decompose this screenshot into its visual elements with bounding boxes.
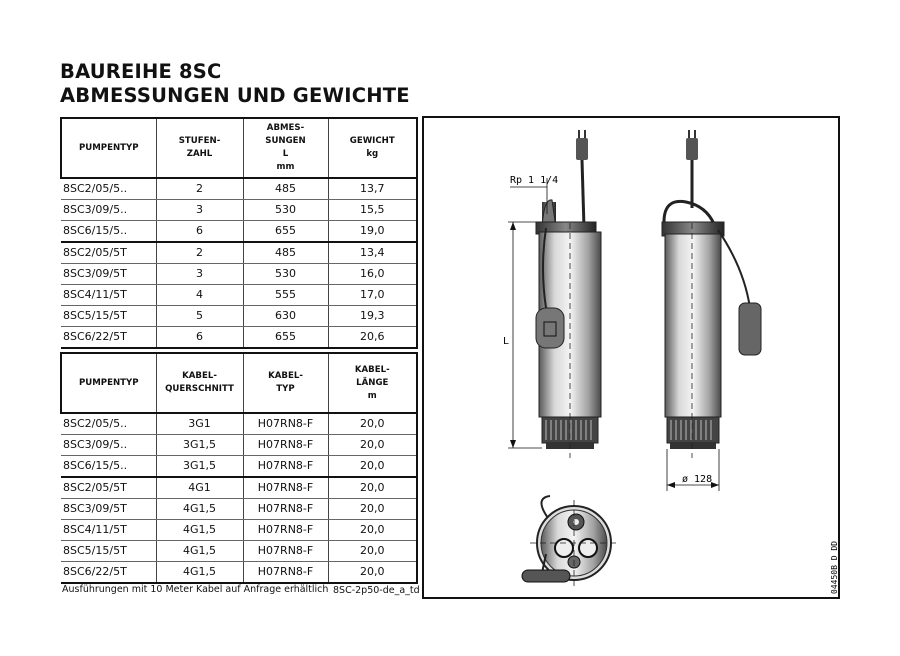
- pump-top-view: [522, 496, 618, 588]
- table-cell: 4G1,5: [156, 499, 243, 520]
- document-reference: 8SC-2p50-de_a_td: [333, 585, 420, 596]
- table-row: [61, 178, 417, 200]
- table-cell: 13,4: [328, 242, 417, 264]
- column-header-text: STUFEN-: [178, 136, 221, 146]
- table-row: [61, 285, 417, 306]
- table-cell: 3G1,5: [156, 456, 243, 478]
- table-cell: H07RN8-F: [243, 456, 328, 478]
- table-row: [61, 435, 417, 456]
- table-cell: 485: [243, 242, 328, 264]
- table-cell: 3: [156, 200, 243, 221]
- column-header-text: PUMPENTYP: [78, 142, 139, 153]
- table-row: [61, 413, 417, 435]
- table-cell: 2: [156, 242, 243, 264]
- table-cell: 15,5: [328, 200, 417, 221]
- table-row: [61, 327, 417, 349]
- pump-type-cell: 8SC6/15/5..: [61, 456, 156, 478]
- table-cell: 20,0: [328, 562, 417, 584]
- table-header-row: [61, 353, 417, 413]
- column-header: [243, 353, 328, 413]
- pump-side-view: [662, 130, 761, 458]
- table-cell: 4: [156, 285, 243, 306]
- plug-icon: [686, 138, 698, 160]
- page-title-series: BAUREIHE 8SC: [60, 60, 222, 83]
- drawing-code: 04450B_D_DD: [830, 541, 839, 594]
- column-header-text: KABEL-: [268, 371, 303, 381]
- table-cell: H07RN8-F: [243, 520, 328, 541]
- table-cell: 4G1: [156, 477, 243, 499]
- table-cell: 17,0: [328, 285, 417, 306]
- column-header-text: KABEL-: [354, 364, 390, 375]
- pump-type-cell: 8SC4/11/5T: [61, 285, 156, 306]
- table-cell: 4G1,5: [156, 562, 243, 584]
- pump-type-cell: 8SC4/11/5T: [61, 520, 156, 541]
- table-cell: 3: [156, 264, 243, 285]
- table-cell: 655: [243, 327, 328, 349]
- column-header-text: LÄNGE: [356, 377, 389, 388]
- table-cell: 655: [243, 221, 328, 243]
- dimensions-weights-table: [60, 117, 418, 349]
- table-cell: H07RN8-F: [243, 413, 328, 435]
- pump-type-cell: 8SC2/05/5T: [61, 477, 156, 499]
- pump-type-cell: 8SC3/09/5T: [61, 499, 156, 520]
- table-cell: 19,3: [328, 306, 417, 327]
- table-row: [61, 242, 417, 264]
- pump-type-cell: 8SC3/09/5..: [61, 435, 156, 456]
- pump-type-cell: 8SC6/22/5T: [61, 562, 156, 584]
- plug-icon: [576, 138, 588, 160]
- pump-type-cell: 8SC2/05/5..: [61, 178, 156, 200]
- column-header-text: kg: [366, 149, 379, 159]
- pump-type-cell: 8SC3/09/5..: [61, 200, 156, 221]
- column-header-text: ZAHL: [186, 149, 213, 159]
- table-cell: 4G1,5: [156, 541, 243, 562]
- pump-type-cell: 8SC5/15/5T: [61, 306, 156, 327]
- column-header-text: L: [282, 149, 289, 159]
- column-header-text: SUNGEN: [265, 136, 306, 146]
- pump-type-cell: 8SC6/22/5T: [61, 327, 156, 349]
- length-label: L: [503, 336, 510, 347]
- table-row: [61, 221, 417, 243]
- column-header: [156, 353, 243, 413]
- table-cell: 630: [243, 306, 328, 327]
- column-header-text: QUERSCHNITT: [165, 384, 234, 394]
- table-row: [61, 477, 417, 499]
- column-header-text: mm: [276, 162, 295, 172]
- diameter-dimension: [667, 449, 719, 491]
- table-row: [61, 520, 417, 541]
- table-cell: 6: [156, 221, 243, 243]
- column-header-text: TYP: [276, 384, 295, 394]
- column-header: [328, 353, 417, 413]
- pump-type-cell: 8SC5/15/5T: [61, 541, 156, 562]
- pump-type-cell: 8SC2/05/5..: [61, 413, 156, 435]
- column-header: [328, 118, 417, 178]
- pump-type-cell: 8SC3/09/5T: [61, 264, 156, 285]
- table-cell: 20,0: [328, 541, 417, 562]
- table-row: [61, 499, 417, 520]
- table-cell: 16,0: [328, 264, 417, 285]
- table-header-row: [61, 118, 417, 178]
- column-header-text: KABEL-: [182, 371, 217, 381]
- table-cell: 13,7: [328, 178, 417, 200]
- table-cell: H07RN8-F: [243, 562, 328, 584]
- column-header: [243, 118, 328, 178]
- column-header-text: GEWICHT: [349, 136, 395, 146]
- table-cell: 3G1: [156, 413, 243, 435]
- table-row: [61, 541, 417, 562]
- table-cell: 485: [243, 178, 328, 200]
- table-cell: 20,0: [328, 520, 417, 541]
- table-row: [61, 200, 417, 221]
- column-header-text: PUMPENTYP: [78, 377, 139, 388]
- table-cell: 20,0: [328, 499, 417, 520]
- table-row: [61, 456, 417, 478]
- table-cell: 5: [156, 306, 243, 327]
- footnote: Ausführungen mit 10 Meter Kabel auf Anfrage erhältlich: [62, 584, 329, 595]
- table-cell: 555: [243, 285, 328, 306]
- table-row: [61, 264, 417, 285]
- table-cell: H07RN8-F: [243, 477, 328, 499]
- table-cell: 20,0: [328, 435, 417, 456]
- drawing-svg: [424, 118, 842, 601]
- column-header-text: ABMES-: [266, 123, 305, 133]
- thread-size-label: Rp 1 1/4: [510, 175, 559, 186]
- table-cell: 20,6: [328, 327, 417, 349]
- table-cell: 3G1,5: [156, 435, 243, 456]
- table-cell: H07RN8-F: [243, 499, 328, 520]
- diameter-label: ø 128: [682, 474, 713, 485]
- table-cell: 20,0: [328, 477, 417, 499]
- table-cell: 2: [156, 178, 243, 200]
- column-header: [156, 118, 243, 178]
- column-header-text: m: [367, 390, 377, 401]
- table-cell: 20,0: [328, 413, 417, 435]
- table-cell: 6: [156, 327, 243, 349]
- page-title-dimensions: ABMESSUNGEN UND GEWICHTE: [60, 84, 410, 107]
- table-cell: 19,0: [328, 221, 417, 243]
- table-cell: H07RN8-F: [243, 541, 328, 562]
- table-cell: 4G1,5: [156, 520, 243, 541]
- pump-type-cell: 8SC2/05/5T: [61, 242, 156, 264]
- column-header: [61, 118, 156, 178]
- column-header: [61, 353, 156, 413]
- table-row: [61, 306, 417, 327]
- table-cell: 530: [243, 264, 328, 285]
- pump-type-cell: 8SC6/15/5..: [61, 221, 156, 243]
- table-row: [61, 562, 417, 584]
- table-cell: 20,0: [328, 456, 417, 478]
- table-cell: 530: [243, 200, 328, 221]
- pump-technical-drawing: [422, 116, 840, 599]
- cable-table: [60, 352, 418, 584]
- table-cell: H07RN8-F: [243, 435, 328, 456]
